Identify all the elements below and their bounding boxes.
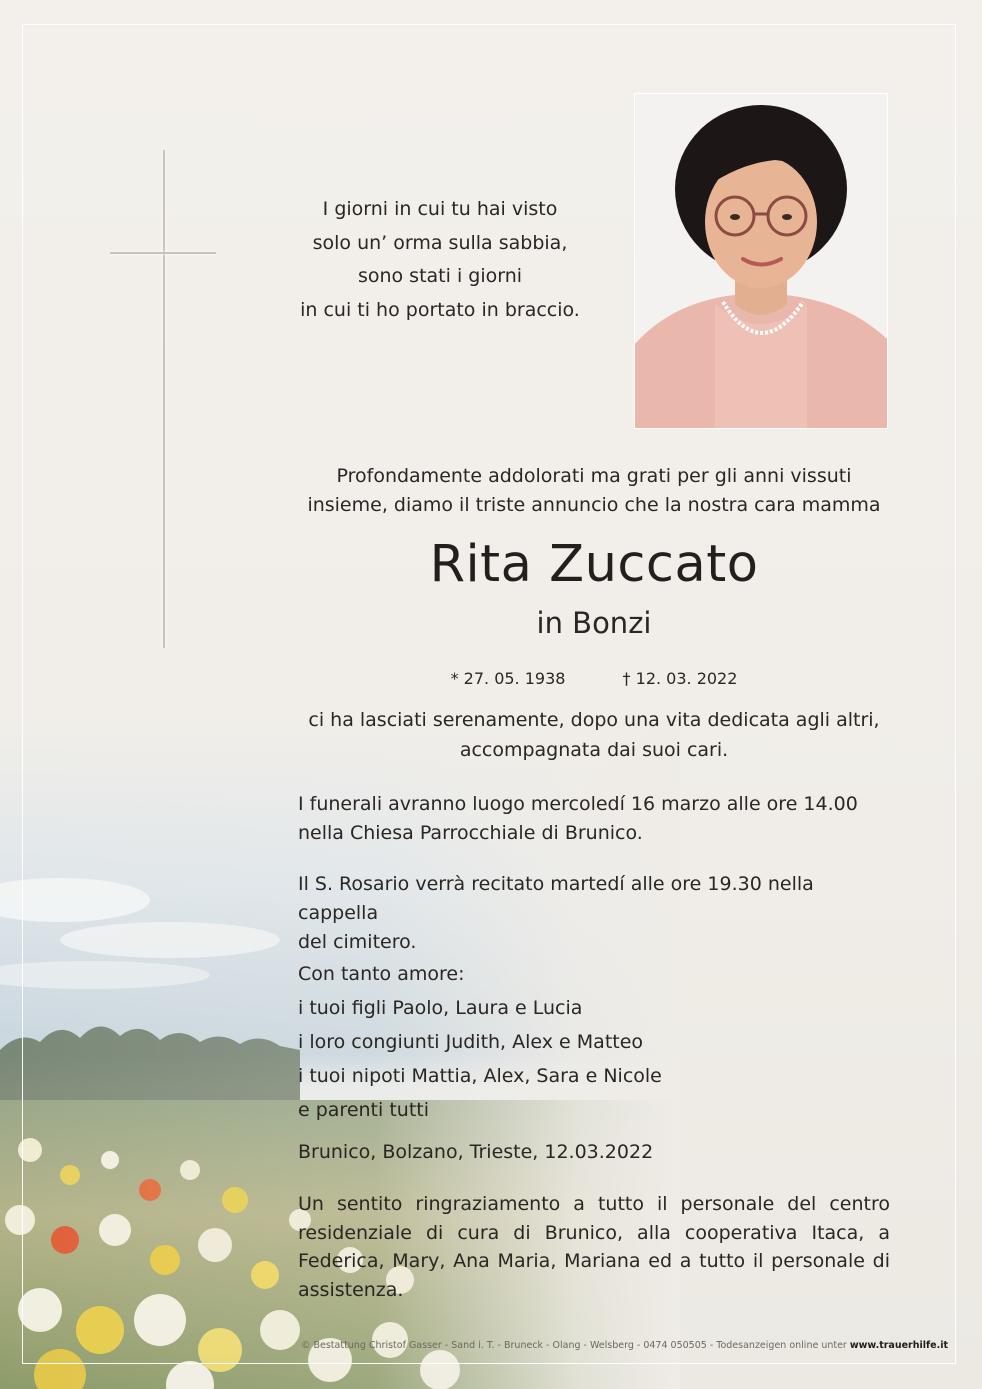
passing-line: ci ha lasciati serenamente, dopo una vita dedicata agli altri, [308, 709, 880, 731]
intro-text [298, 462, 890, 520]
funeral-info [298, 790, 890, 848]
funeral-line: nella Chiesa Parrocchiale di Brunico. [298, 822, 643, 844]
family-line: i loro congiunti Judith, Alex e Matteo [298, 1031, 644, 1053]
passing-line: accompagnata dai suoi cari. [459, 739, 729, 761]
family-line: Con tanto amore: [298, 963, 465, 985]
family-list [298, 957, 890, 1127]
rosary-line: del cimitero. [298, 931, 417, 953]
footer [301, 1340, 948, 1351]
intro-line: Profondamente addolorati ma grati per gli anni vissuti [336, 465, 852, 487]
place-date: Brunico, Bolzano, Trieste, 12.03.2022 [298, 1141, 654, 1163]
birth-date: * 27. 05. 1938 [450, 669, 566, 688]
funeral-line: I funerali avranno luogo mercoledí 16 marzo alle ore 14.00 [298, 793, 858, 815]
poem-line: in cui ti ho portato in braccio. [300, 298, 580, 321]
rosary-info [298, 870, 890, 957]
poem-line: solo un’ orma sulla sabbia, [312, 231, 568, 254]
deceased-name: Rita Zuccato [429, 535, 759, 594]
life-dates [298, 667, 890, 691]
married-name: in Bonzi [536, 606, 652, 640]
family-line: i tuoi figli Paolo, Laura e Lucia [298, 997, 583, 1019]
thanks-text: Un sentito ringraziamento a tutto il personale del centro residenziale di cura di Brunico, alla cooperativa Itaca, a Federica, Mary, Ana Maria, Mariana ed a tutto il personale di assistenza. [298, 1193, 890, 1301]
rosary-line: Il S. Rosario verrà recitato martedí alle ore 19.30 nella cappella [298, 873, 814, 924]
footer-website-link[interactable]: www.trauerhilfe.it [849, 1340, 948, 1351]
family-line: i tuoi nipoti Mattia, Alex, Sara e Nicole [298, 1065, 662, 1087]
family-line: e parenti tutti [298, 1099, 429, 1121]
poem-line: I giorni in cui tu hai visto [322, 198, 558, 220]
death-date: † 12. 03. 2022 [622, 669, 738, 688]
portrait-photo [634, 93, 888, 429]
intro-line: insieme, diamo il triste annuncio che la nostra cara mamma [307, 494, 881, 516]
footer-text: © Bestattung Christof Gasser - Sand i. T. - Bruneck - Olang - Welsberg - 0474 050505 - Todesanzeigen online unter [300, 1340, 850, 1351]
poem [270, 193, 610, 327]
poem-line: sono stati i giorni [357, 265, 523, 287]
cross-icon [110, 150, 216, 648]
passing-text [298, 705, 890, 765]
